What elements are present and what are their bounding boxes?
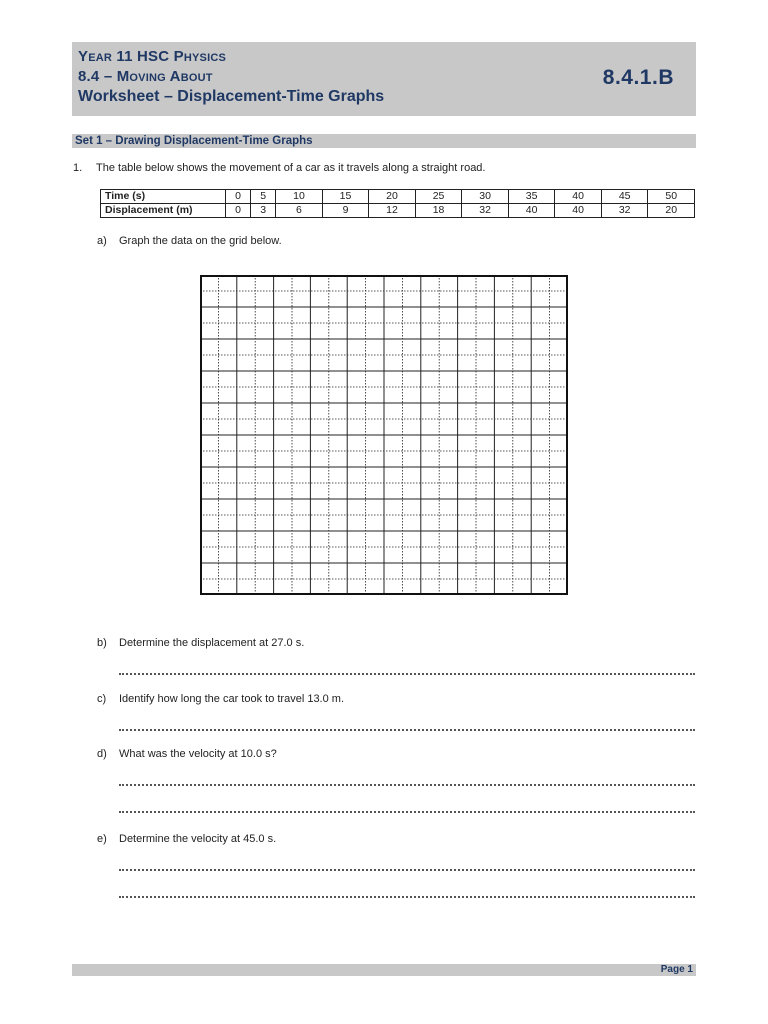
part-a-text: Graph the data on the grid below. [119,235,282,247]
section-bar [72,134,696,148]
time-cell: 35 [508,190,555,204]
displacement-cell: 0 [226,204,251,218]
answer-line[interactable] [119,801,695,813]
page-number: Page 1 [660,964,693,975]
time-cell: 10 [276,190,323,204]
answer-line[interactable] [119,663,695,675]
section-title: Set 1 – Drawing Displacement-Time Graphs [75,135,313,147]
graph-grid-svg [200,275,568,595]
displacement-cell: 40 [555,204,602,218]
displacement-cell: 40 [508,204,555,218]
answer-line[interactable] [119,886,695,898]
part-e-text: Determine the velocity at 45.0 s. [119,833,277,845]
displacement-cell: 6 [276,204,323,218]
worksheet-title: Worksheet – Displacement-Time Graphs [78,88,385,105]
time-cell: 15 [322,190,369,204]
displacement-cell: 18 [415,204,462,218]
displacement-cell: 3 [251,204,276,218]
time-row [101,190,695,204]
displacement-cell: 32 [601,204,648,218]
footer-bar [72,964,696,976]
answer-line[interactable] [119,719,695,731]
part-c-letter: c) [97,693,107,705]
course-title: Year 11 HSC Physics [78,48,227,65]
displacement-cell: 12 [369,204,416,218]
time-cell: 25 [415,190,462,204]
graph-grid[interactable] [200,275,568,595]
time-cell: 45 [601,190,648,204]
part-d-text: What was the velocity at 10.0 s? [119,748,277,760]
part-a-letter: a) [97,235,107,247]
header-titles [78,47,384,107]
displacement-cell: 9 [322,204,369,218]
header-bar [72,42,696,116]
question-number: 1. [73,162,83,174]
part-e-letter: e) [97,833,107,845]
answer-line[interactable] [119,859,695,871]
topic-title: 8.4 – Moving About [78,68,213,85]
time-cell: 50 [648,190,695,204]
time-cell: 40 [555,190,602,204]
question-text: The table below shows the movement of a car as it travels along a straight road. [96,162,486,174]
worksheet-code: 8.4.1.B [602,66,674,89]
time-cell: 20 [369,190,416,204]
displacement-row [101,204,695,218]
displacement-cell: 20 [648,204,695,218]
time-header: Time (s) [101,190,226,204]
time-cell: 5 [251,190,276,204]
part-c-text: Identify how long the car took to travel 13.0 m. [119,693,345,705]
displacement-cell: 32 [462,204,509,218]
data-table [100,189,695,218]
answer-line[interactable] [119,774,695,786]
displacement-header: Displacement (m) [101,204,226,218]
part-b-text: Determine the displacement at 27.0 s. [119,637,305,649]
time-cell: 30 [462,190,509,204]
part-d-letter: d) [97,748,107,760]
part-b-letter: b) [97,637,107,649]
time-cell: 0 [226,190,251,204]
